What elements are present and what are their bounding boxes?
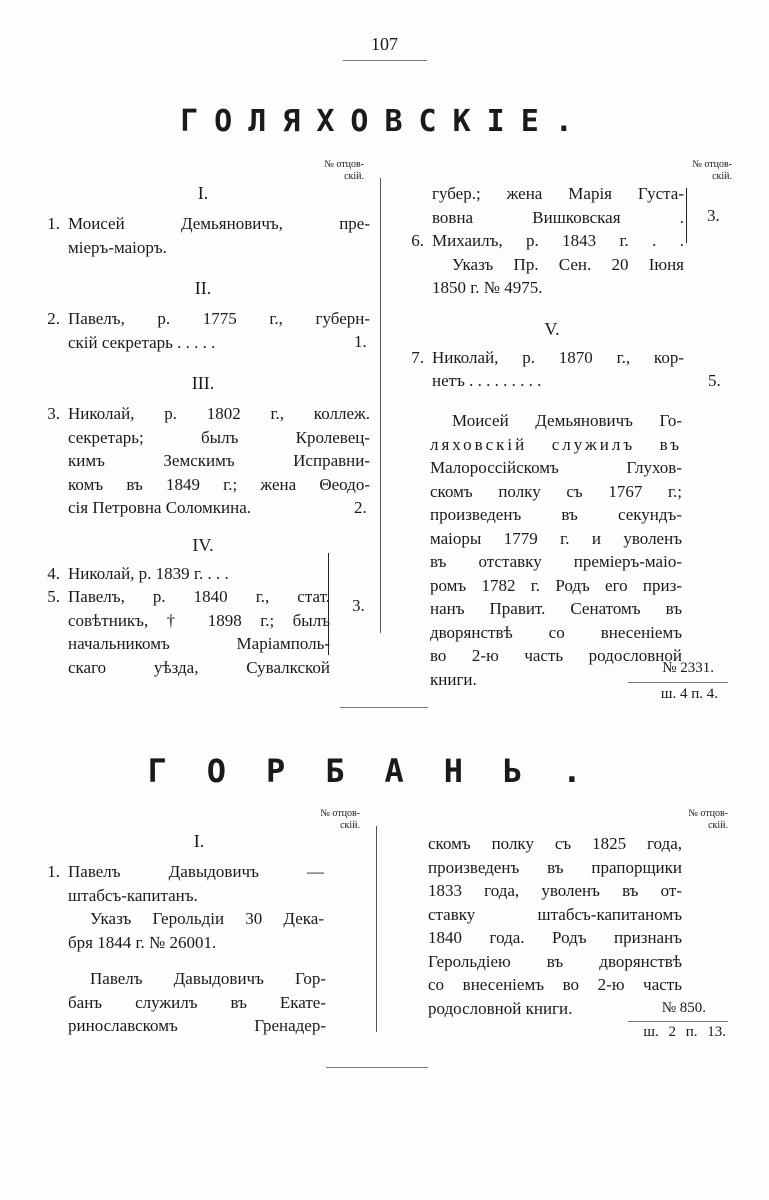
entry-number: 5.	[47, 587, 60, 606]
paragraph-line: скомъ полку съ 1825 года,	[428, 834, 682, 853]
column-header: № отцов- скій.	[692, 159, 732, 182]
reference-rule	[628, 1021, 728, 1022]
column-header: № отцов- скій.	[688, 808, 728, 831]
paragraph-line: книги.	[430, 669, 477, 689]
paragraph-line: ринославскомъ Гренадер-	[68, 1016, 326, 1035]
archive-location: ш. 2 п. 13.	[643, 1024, 726, 1040]
section-divider	[326, 1067, 428, 1068]
entry-number: 7.	[411, 347, 424, 367]
bracket	[686, 188, 687, 243]
entry-number: 1.	[47, 214, 60, 233]
entry-text: начальникомъ Маріамполь-	[68, 634, 330, 653]
entry-text: Павелъ Давыдовичъ —	[68, 862, 324, 881]
entry-text: нетъ . . . . . . . . .	[432, 371, 542, 390]
generation-heading: II.	[194, 278, 212, 298]
archive-number: № 850.	[661, 1000, 706, 1016]
section-divider	[340, 707, 428, 708]
paragraph-line: маіоры 1779 г. и уволенъ	[430, 528, 682, 548]
entry-text: Моисей Демьяновичъ, пре-	[68, 214, 370, 233]
history-paragraph	[430, 409, 682, 691]
entry-text: секретарь; былъ Кролевец-	[68, 427, 370, 447]
entry-text: скаго уѣзда, Сувалкской	[68, 657, 330, 677]
generation-heading: III.	[191, 373, 215, 393]
entry-text: Указъ Пр. Сен. 20 Іюня	[452, 254, 684, 274]
parent-reference: 5.	[708, 370, 721, 390]
entry-text: штабсъ-капитанъ.	[68, 885, 198, 905]
entry-number: 4.	[47, 563, 60, 583]
reference-rule	[628, 682, 728, 683]
entry-text: Указъ Герольдіи 30 Дека-	[90, 909, 324, 928]
entry-3	[38, 402, 370, 520]
entry-number: 1.	[47, 862, 60, 881]
paragraph-line: Малороссійскомъ Глухов-	[430, 458, 682, 477]
paragraph-line: нанъ Правит. Сенатомъ въ	[430, 599, 682, 618]
entry-text: совѣтникъ, † 1898 г.; былъ	[68, 610, 330, 630]
archive-location: ш. 4 п. 4.	[660, 686, 718, 702]
page-number-rule	[343, 60, 427, 61]
entry-text: комъ въ 1849 г.; жена Θеодо-	[68, 474, 370, 494]
entry-text: скій секретарь . . . . .	[68, 332, 216, 352]
paragraph-line: скомъ полку съ 1767 г.;	[430, 481, 682, 501]
history-paragraph	[428, 832, 682, 1020]
paragraph-line: Герольдіею въ дворянствѣ	[428, 951, 682, 971]
paragraph-line: произведенъ въ прапорщики	[428, 857, 682, 877]
generation-heading: I.	[193, 831, 205, 851]
parent-reference: 2.	[354, 498, 367, 517]
paragraph-line: въ отставку преміеръ-маіо-	[430, 552, 682, 571]
paragraph-line: банъ служилъ въ Екате-	[68, 992, 326, 1012]
parent-reference: 1.	[354, 332, 367, 351]
paragraph-line: произведенъ въ секундъ-	[430, 505, 682, 524]
paragraph-line: Павелъ Давыдовичъ Гор-	[90, 969, 326, 988]
paragraph-line: со внесеніемъ во 2-ю часть	[428, 975, 682, 994]
archive-number: № 2331.	[662, 660, 714, 676]
entry-text: Николай, р. 1839 г. . . .	[68, 563, 229, 583]
paragraph-line: 1833 года, уволенъ въ от-	[428, 881, 682, 900]
column-divider	[376, 826, 377, 1032]
bracket	[328, 553, 329, 655]
entry-text: 1850 г. № 4975.	[432, 278, 543, 297]
entry-4	[38, 562, 370, 586]
entry-5	[38, 585, 370, 679]
parent-reference: 3.	[352, 596, 365, 615]
column-header: № отцов- скій.	[320, 808, 360, 831]
section1-right-column	[402, 182, 721, 393]
entry-1	[38, 860, 328, 954]
column-divider	[380, 178, 381, 633]
paragraph-line: ляховскій служилъ въ	[430, 434, 682, 454]
entry-text: Михаилъ, р. 1843 г. . .	[432, 231, 684, 250]
entry-7	[402, 346, 721, 393]
entry-text: Павелъ, р. 1840 г., стат.	[68, 587, 330, 606]
entry-text: губер.; жена Марія Густа-	[432, 184, 684, 203]
paragraph-line: дворянствѣ со внесеніемъ	[430, 622, 682, 642]
generation-heading: V.	[544, 318, 560, 339]
entry-text: Павелъ, р. 1775 г., губерн-	[68, 309, 370, 328]
entry-text: міеръ-маіоръ.	[68, 237, 167, 257]
paragraph-line: ставку штабсъ-капитаномъ	[428, 904, 682, 924]
paragraph-line: 1840 года. Родъ признанъ	[428, 928, 682, 947]
entry-text: кимъ Земскимъ Исправни-	[68, 451, 370, 470]
history-paragraph	[68, 967, 326, 1038]
entry-2	[38, 307, 370, 354]
section-title-gorban: ГОРБАНЬ.	[147, 752, 622, 790]
generation-heading: I.	[197, 183, 209, 203]
column-header: № отцов- скій.	[324, 159, 364, 182]
page-number: 107	[371, 34, 398, 54]
entry-text: вовна Вишковская .	[432, 207, 684, 227]
entry-text: бря 1844 г. № 26001.	[68, 932, 217, 952]
parent-reference: 3.	[707, 206, 720, 225]
generation-heading: IV.	[192, 534, 214, 555]
entry-1	[38, 212, 370, 259]
entry-number: 2.	[47, 309, 60, 328]
section-title-golyakhovskie: ГОЛЯХОВСКІЕ.	[180, 104, 589, 139]
entry-text: сія Петровна Соломкина.	[68, 498, 251, 517]
paragraph-line: родословной книги.	[428, 998, 573, 1018]
paragraph-line: во 2-ю часть родословной	[430, 646, 682, 665]
entry-text: Николай, р. 1802 г., коллеж.	[68, 404, 370, 423]
entry-number: 6.	[411, 231, 424, 250]
section1-left-column	[38, 182, 370, 679]
entry-text: Николай, р. 1870 г., кор-	[432, 347, 684, 367]
paragraph-line: Моисей Демьяновичъ Го-	[452, 411, 682, 430]
paragraph-line: ромъ 1782 г. Родъ его приз-	[430, 575, 682, 595]
entry-6	[402, 229, 684, 300]
entry-number: 3.	[47, 404, 60, 423]
section2-left-column	[38, 830, 328, 954]
